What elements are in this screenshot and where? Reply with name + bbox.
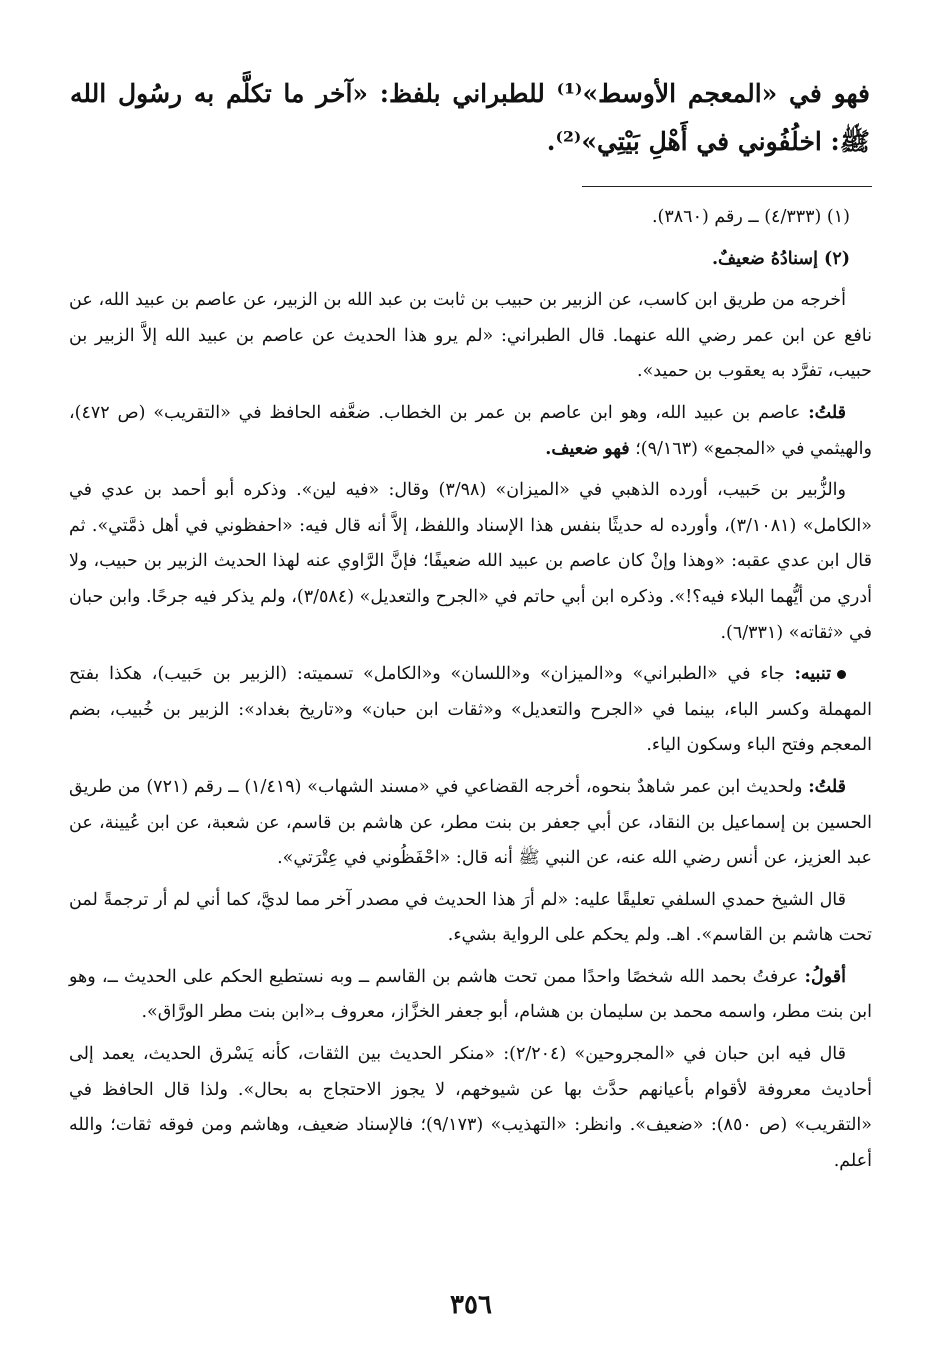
paragraph-2-body: عاصم بن عبيد الله، وهو ابن عاصم بن عمر بن الخطاب. ضعَّفه الحافظ في «التقريب» (ص ٤٧٢)، والهيثمي في «المجمع» (٩/١٦٣)؛ <box>69 402 872 459</box>
footnote-paragraph-2 <box>69 396 872 467</box>
footnote-paragraph-6: قال الشيخ حمدي السلفي تعليقًا عليه: «لم أرَ هذا الحديث في مصدر آخر مما لديَّ، كما أني لم أر ترجمةً لمن تحت هاشم بن القاسم». اهـ. ولم يحكم على الرواية بشيء. <box>69 889 872 946</box>
aqulu-label: أقولُ: <box>804 966 846 987</box>
footnote-paragraph-3: والزُّبير بن حَبيب، أورده الذهبي في «الميزان» (٣/٩٨) وقال: «فيه لين». وذكره أبو أحمد بن عدي في «الكامل» (٣/١٠٨١)، وأورده له حديثًا بنفس هذا الإسناد واللفظ، إلاَّ أنه قال فيه: «احفظوني في أهل ذمَّتي». ثم قال ابن عدي عقبه: «وهذا وإنْ كان عاصم بن عبيد الله ضعيفًا؛ فإنَّ الرَّاوي عنه لهذا الحديث الزبير بن حبيب، ولا أدري من أيُّهما البلاء فيه؟!». وذكره ابن أبي حاتم في «الجرح والتعديل» (٣/٥٨٤)، ولم يذكر فيه جرحًا. وابن حبان في «ثقاته» (٦/٣٣١). <box>69 480 872 643</box>
footnotes-section <box>69 200 872 1185</box>
paragraph-5-body: ولحديث ابن عمر شاهدٌ بنحوه، أخرجه القضاعي في «مسند الشهاب» (١/٤١٩) ــ رقم (٧٢١) من طريق الحسين بن إسماعيل بن النقاد، عن أبي جعفر بن بنت مطر، عن هاشم بن قاسم، عن شعبة، عن ابن عُيينة، عن عبد العزيز، عن أنس رضي الله عنه، عن النبي ﷺ أنه قال: «احْفَظُوني في عِتْرَتي». <box>69 776 872 869</box>
footnote-1: (١) (٤/٣٣٣) ــ رقم (٣٨٦٠). <box>651 207 850 227</box>
main-text: فهو في «المعجم الأوسط»⁽¹⁾ للطبراني بلفظ: «آخر ما تكلَّم به رسُول الله ﷺ: اخلُفُوني في أَهْلِ بَيْتِي»⁽²⁾. <box>70 79 870 156</box>
footnote-paragraph-4 <box>69 657 872 764</box>
tanbih-label: تنبيه: <box>794 664 831 685</box>
qultu-label: قلتُ: <box>808 402 846 423</box>
footnote-divider <box>582 186 872 187</box>
page-number: ٣٥٦ <box>450 1290 492 1320</box>
footnote-paragraph-8: قال فيه ابن حبان في «المجروحين» (٢/٢٠٤): «منكر الحديث بين الثقات، كأنه يَسْرق الحديث، يعمد إلى أحاديث معروفة لأقوام بأعيانهم حدَّث بها عن شيوخهم، لا يجوز الاحتجاج به بحال». ولذا قال الحافظ في «التقريب» (ص ٨٥٠): «ضعيف». وانظر: «التهذيب» (٩/١٧٣)؛ فالإسناد ضعيف، وهاشم ومن فوقه ثقات؛ والله أعلم. <box>69 1044 873 1171</box>
bullet-icon <box>837 670 846 679</box>
paragraph-2-conclusion: فهو ضعيف. <box>545 438 630 459</box>
paragraph-4-body: جاء في «الطبراني» و«الميزان» و«اللسان» و«الكامل» تسميته: (الزبير بن حَبيب)، هكذا بفتح المهملة وكسر الباء، بينما في «الجرح والتعديل» و«ثقات ابن حبان» و«تاريخ بغداد»: الزبير بن خُبيب، بضم المعجم وفتح الباء وسكون الياء. <box>69 664 872 756</box>
paragraph-7-body: عرفتُ بحمد الله شخصًا واحدًا ممن تحت هاشم بن القاسم ــ وبه نستطيع الحكم على الحديث ــ، وهو ابن بنت مطر، واسمه محمد بن سليمان بن هشام، أبو جعفر الخزَّاز، معروف بـ«ابن بنت مطر الورَّاق». <box>69 966 872 1023</box>
footnote-paragraph-5 <box>69 770 872 877</box>
qultu-label-2: قلتُ: <box>808 776 847 797</box>
footnote-paragraph-7 <box>69 960 872 1031</box>
footnote-2: (٢) إسنادُهُ ضعيفٌ. <box>711 248 850 269</box>
footnote-paragraph-1: أخرجه من طريق ابن كاسب، عن الزبير بن حبيب بن ثابت بن عبد الله بن الزبير، عن عاصم بن عبيد الله، عن نافع عن ابن عمر رضي الله عنهما. قال الطبراني: «لم يرو هذا الحديث عن عاصم بن عبيد الله إلاَّ الزبير بن حبيب، تفرَّد به يعقوب بن حميد». <box>69 290 872 382</box>
